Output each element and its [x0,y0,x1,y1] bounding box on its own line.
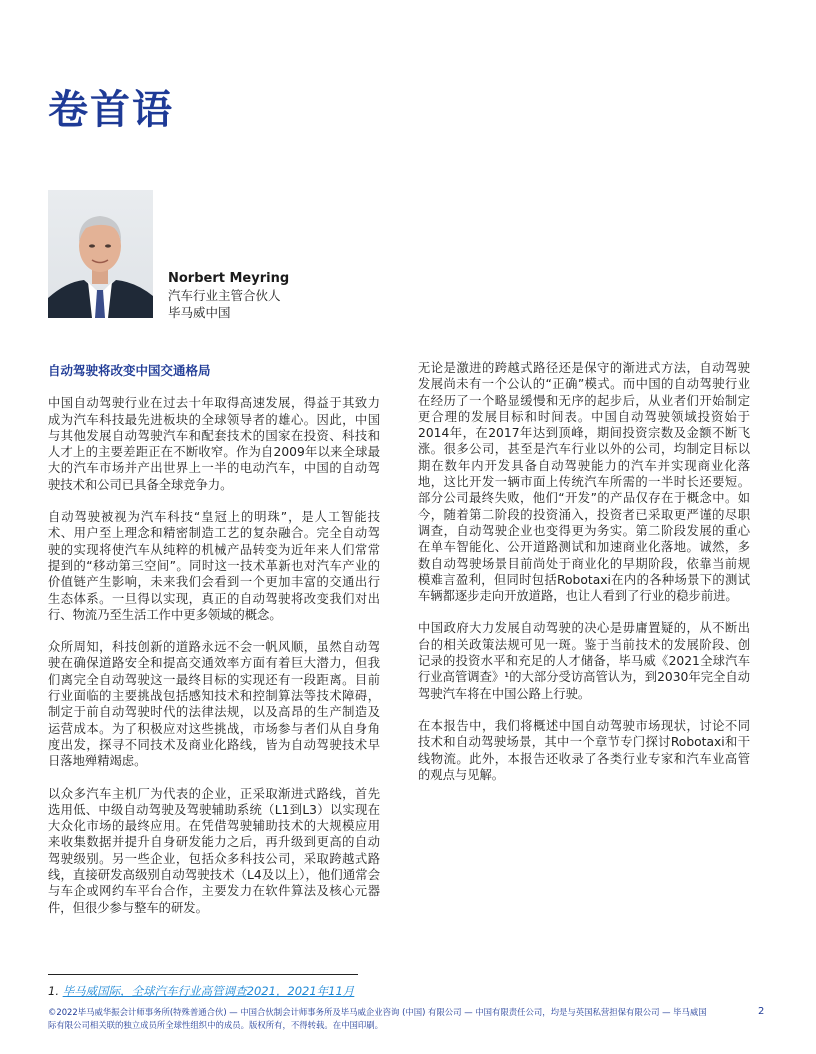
paragraph: 自动驾驶被视为汽车科技“皇冠上的明珠”，是人工智能技术、用户至上理念和精密制造工艺的复杂融合。完全自动驾驶的实现将使汽车从纯粹的机械产品转变为近年来人们常常提到的“移动第三空间”。同时这一技术革新也对汽车产业的价值链产生影响，未来我们会看到一个更加丰富的交通出行生态体系。一旦得以实现，真正的自动驾驶将改变我们对出行、物流乃至生活工作中更多领域的概念。 [48,510,380,622]
left-column [48,363,380,932]
author-role: 汽车行业主管合伙人 [168,288,281,303]
right-column [418,360,750,799]
author-org: 毕马威中国 [168,305,231,320]
author-portrait [48,190,153,318]
page-number: 2 [758,1006,765,1017]
page-title: 卷首语 [48,87,174,133]
paragraph: 众所周知，科技创新的道路永远不会一帆风顺，虽然自动驾驶在确保道路安全和提高交通效率方面有着巨大潜力，但我们离完全自动驾驶这一最终目标的实现还有一段距离。目前行业面临的主要挑战包括感知技术和控制算法等技术障碍，制定于前自动驾驶时代的法律法规，以及高昂的生产制造及运营成本。为了积极应对这些挑战，市场参与者们从自身角度出发，探寻不同技术及商业化路线，皆为自动驾驶技术早日落地殚精竭虑。 [48,640,380,769]
author-name: Norbert Meyring [168,271,290,286]
paragraph: 以众多汽车主机厂为代表的企业，正采取渐进式路线，首先选用低、中级自动驾驶及驾驶辅助系统（L1到L3）以实现在大众化市场的最终应用。在凭借驾驶辅助技术的大规模应用来收集数据并提升自身研发能力之后，再升级到更高的自动驾驶级别。另一些企业，包括众多科技公司，采取跨越式路线，直接研发高级别自动驾驶技术（L4及以上），他们通常会与车企或网约车平台合作，主要发力在软件算法及核心元器件，但很少参与整车的研发。 [48,786,380,915]
paragraph: 中国自动驾驶行业在过去十年取得高速发展，得益于其致力成为汽车科技最先进板块的全球领导者的雄心。因此，中国与其他发展自动驾驶汽车和配套技术的国家在投资、科技和人才上的主要差距正在不断收窄。作为自2009年以来全球最大的汽车市场并产出世界上一半的电动汽车，中国的自动驾驶技术和公司已具备全球竞争力。 [48,396,380,492]
paragraph: 无论是激进的跨越式路径还是保守的渐进式方法，自动驾驶发展尚未有一个公认的“正确”模式。而中国的自动驾驶行业在经历了一个略显缓慢和无序的起步后，从业者们开始制定更合理的发展目标和时间表。中国自动驾驶领域投资始于2014年，在2017年达到顶峰，期间投资宗数及金额不断飞涨。很多公司，甚至是汽车行业以外的公司，均制定目标以期在数年内开发具备自动驾驶能力的汽车并实现商业化落地，这比开发一辆市面上传统汽车所需的一半时长还要短。部分公司最终失败，他们“开发”的产品仅存在于概念中。如今，随着第二阶段的投资涌入，投资者已采取更严谨的尽职调查，自动驾驶企业也变得更为务实。第二阶段发展的重心在单车智能化、公开道路测试和加速商业化落地。诚然，多数自动驾驶场景目前尚处于商业化的早期阶段，依靠当前规模难言盈利，但同时包括Robotaxi在内的各种场景下的测试车辆都逐步走向开放道路，也让人看到了行业的稳步前进。 [418,361,750,604]
footnote-number: 1. [48,984,59,998]
footnote [48,983,354,999]
portrait-image [48,190,153,318]
paragraph: 中国政府大力发展自动驾驶的决心是毋庸置疑的，从不断出台的相关政策法规可见一斑。鉴于当前技术的发展阶段、创记录的投资水平和充足的人才储备，毕马威《2021全球汽车行业高管调查》¹的大部分受访高管认为，到2030年完全自动驾驶汽车将在中国公路上行驶。 [418,621,750,701]
author-block [168,270,289,321]
footnote-divider [48,974,358,975]
legal-notice: ©2022毕马威华振会计师事务所(特殊普通合伙) — 中国合伙制会计师事务所及毕马威企业咨询 (中国) 有限公司 — 中国有限责任公司，均是与英国私营担保有限公司 — 毕马威国际有限公司相关联的独立成员所全球性组织中的成员。版权所有，不得转载。在中国印刷。 [48,1007,707,1030]
section-heading: 自动驾驶将改变中国交通格局 [48,363,211,378]
footnote-link[interactable]: 毕马威国际，全球汽车行业高管调查2021，2021年11月 [62,984,355,998]
paragraph: 在本报告中，我们将概述中国自动驾驶市场现状，讨论不同技术和自动驾驶场景，其中一个章节专门探讨Robotaxi和干线物流。此外，本报告还收录了各类行业专家和汽车业高管的观点与见解。 [418,718,750,782]
